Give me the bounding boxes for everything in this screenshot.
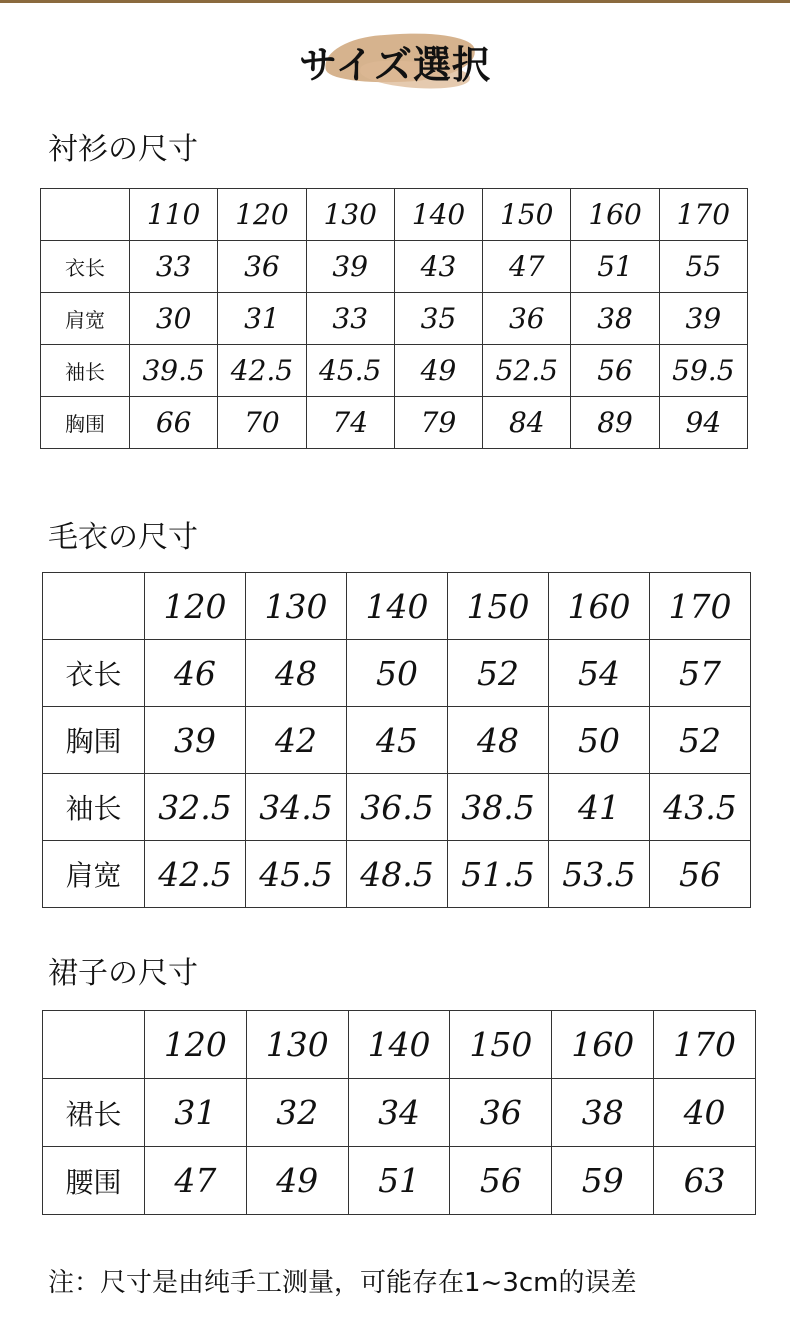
table-cell: 51 — [571, 241, 659, 293]
table-cell: 41 — [549, 774, 650, 841]
table-cell: 42.5 — [218, 345, 306, 397]
table-cell: 45 — [347, 707, 448, 774]
table-cell: 52 — [448, 640, 549, 707]
size-header: 140 — [347, 573, 448, 640]
table-cell: 39.5 — [130, 345, 218, 397]
size-header: 170 — [654, 1011, 756, 1079]
table-cell: 47 — [483, 241, 571, 293]
table-cell: 43 — [394, 241, 482, 293]
table-cell: 45.5 — [306, 345, 394, 397]
table-cell: 33 — [306, 293, 394, 345]
table-cell: 34 — [348, 1079, 450, 1147]
table-cell: 38 — [552, 1079, 654, 1147]
table-cell: 45.5 — [246, 841, 347, 908]
size-header: 110 — [130, 189, 218, 241]
table-cell: 50 — [549, 707, 650, 774]
table-header-row — [41, 189, 748, 241]
table-cell: 51 — [348, 1147, 450, 1215]
table-cell: 63 — [654, 1147, 756, 1215]
table-cell: 48.5 — [347, 841, 448, 908]
size-header: 120 — [145, 1011, 247, 1079]
size-header: 120 — [145, 573, 246, 640]
table-cell: 36 — [450, 1079, 552, 1147]
table-cell: 52 — [650, 707, 751, 774]
table-cell: 46 — [145, 640, 246, 707]
table-cell: 39 — [145, 707, 246, 774]
table-row — [41, 397, 748, 449]
table-cell: 53.5 — [549, 841, 650, 908]
row-label: 胸围 — [41, 397, 130, 449]
size-header: 120 — [218, 189, 306, 241]
size-header: 160 — [549, 573, 650, 640]
table-row — [41, 345, 748, 397]
row-label: 腰围 — [43, 1147, 145, 1215]
table-cell: 50 — [347, 640, 448, 707]
table-cell: 94 — [659, 397, 747, 449]
table-cell: 42.5 — [145, 841, 246, 908]
row-label: 袖长 — [41, 345, 130, 397]
table-cell: 30 — [130, 293, 218, 345]
table-cell: 36 — [218, 241, 306, 293]
table-cell: 33 — [130, 241, 218, 293]
table-row — [43, 640, 751, 707]
table-row — [43, 1147, 756, 1215]
table-cell: 48 — [246, 640, 347, 707]
row-label: 裙长 — [43, 1079, 145, 1147]
table-cell: 39 — [659, 293, 747, 345]
table-row — [41, 241, 748, 293]
size-header: 150 — [448, 573, 549, 640]
skirt-heading: 裙子の尺寸 — [48, 956, 198, 991]
table-header-row — [43, 573, 751, 640]
table-row — [43, 841, 751, 908]
table-cell: 56 — [571, 345, 659, 397]
table-cell: 31 — [218, 293, 306, 345]
table-cell: 36 — [483, 293, 571, 345]
table-cell: 31 — [145, 1079, 247, 1147]
top-divider — [0, 0, 790, 3]
shirt-size-table — [40, 188, 748, 449]
table-cell: 47 — [145, 1147, 247, 1215]
table-cell: 57 — [650, 640, 751, 707]
table-row — [43, 1079, 756, 1147]
size-header: 160 — [552, 1011, 654, 1079]
table-cell: 51.5 — [448, 841, 549, 908]
row-label: 袖长 — [43, 774, 145, 841]
corner-cell — [41, 189, 130, 241]
table-cell: 55 — [659, 241, 747, 293]
size-header: 140 — [348, 1011, 450, 1079]
size-header: 130 — [246, 573, 347, 640]
table-cell: 70 — [218, 397, 306, 449]
table-cell: 35 — [394, 293, 482, 345]
table-cell: 74 — [306, 397, 394, 449]
table-cell: 49 — [394, 345, 482, 397]
table-row — [41, 293, 748, 345]
sweater-size-table — [42, 572, 751, 908]
table-cell: 43.5 — [650, 774, 751, 841]
size-header: 140 — [394, 189, 482, 241]
table-cell: 79 — [394, 397, 482, 449]
sweater-heading: 毛衣の尺寸 — [48, 520, 198, 555]
table-cell: 48 — [448, 707, 549, 774]
size-header: 170 — [659, 189, 747, 241]
size-header: 150 — [483, 189, 571, 241]
row-label: 肩宽 — [41, 293, 130, 345]
corner-cell — [43, 573, 145, 640]
table-cell: 32.5 — [145, 774, 246, 841]
table-cell: 54 — [549, 640, 650, 707]
table-cell: 59 — [552, 1147, 654, 1215]
table-row — [43, 774, 751, 841]
size-header: 160 — [571, 189, 659, 241]
page-title: サイズ選択 — [299, 43, 491, 87]
table-row — [43, 707, 751, 774]
row-label: 肩宽 — [43, 841, 145, 908]
table-cell: 34.5 — [246, 774, 347, 841]
table-cell: 49 — [246, 1147, 348, 1215]
size-header: 150 — [450, 1011, 552, 1079]
row-label: 胸围 — [43, 707, 145, 774]
table-cell: 89 — [571, 397, 659, 449]
table-cell: 40 — [654, 1079, 756, 1147]
table-cell: 66 — [130, 397, 218, 449]
row-label: 衣长 — [43, 640, 145, 707]
shirt-heading: 衬衫の尺寸 — [48, 132, 198, 167]
table-cell: 56 — [450, 1147, 552, 1215]
table-cell: 32 — [246, 1079, 348, 1147]
table-cell: 42 — [246, 707, 347, 774]
table-cell: 84 — [483, 397, 571, 449]
table-header-row — [43, 1011, 756, 1079]
table-cell: 59.5 — [659, 345, 747, 397]
table-cell: 39 — [306, 241, 394, 293]
skirt-size-table — [42, 1010, 756, 1215]
row-label: 衣长 — [41, 241, 130, 293]
table-cell: 52.5 — [483, 345, 571, 397]
table-cell: 36.5 — [347, 774, 448, 841]
size-header: 130 — [246, 1011, 348, 1079]
title-banner — [0, 28, 790, 100]
table-cell: 56 — [650, 841, 751, 908]
size-header: 130 — [306, 189, 394, 241]
table-cell: 38 — [571, 293, 659, 345]
measurement-note: 注：尺寸是由纯手工测量，可能存在1~3cm的误差 — [48, 1268, 637, 1298]
table-cell: 38.5 — [448, 774, 549, 841]
size-header: 170 — [650, 573, 751, 640]
corner-cell — [43, 1011, 145, 1079]
